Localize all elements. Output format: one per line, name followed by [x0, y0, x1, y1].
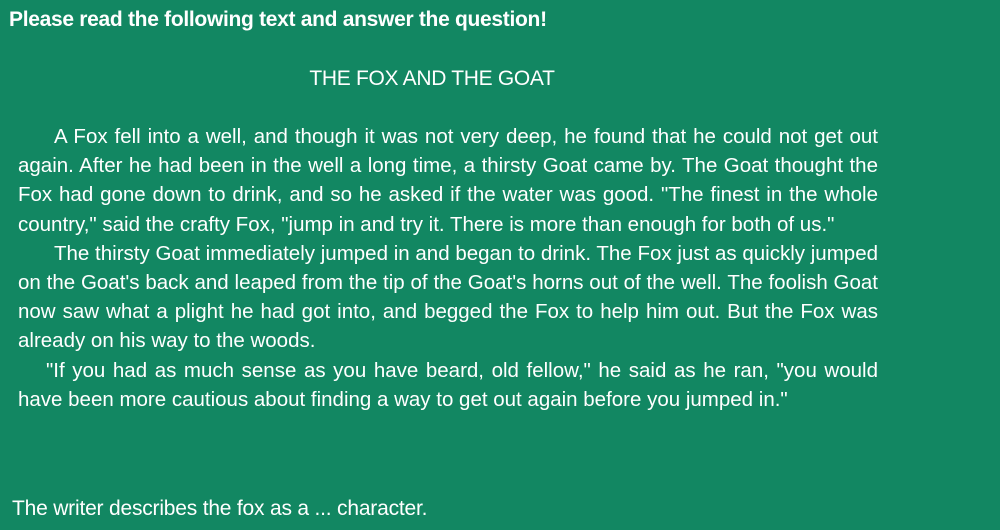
story-paragraph-2: The thirsty Goat immediately jumped in and began to drink. The Fox just as quickly jumped on the Goat's back and leaped from the tip of the Goat's horns out of the well. The foolish Goat now saw what a plight he had got into, and begged the Fox to help him out. But the Fox was already on his way to the woods. — [18, 241, 878, 353]
instruction-heading: Please read the following text and answer the question! — [9, 8, 547, 31]
story-text — [18, 122, 878, 414]
story-paragraph-3: "If you had as much sense as you have beard, old fellow," he said as he ran, "you would have been more cautious about finding a way to get out again before you jumped in." — [18, 358, 878, 411]
question-text: The writer describes the fox as a ... character. — [12, 497, 428, 520]
story-paragraph-1: A Fox fell into a well, and though it was not very deep, he found that he could not get out again. After he had been in the well a long time, a thirsty Goat came by. The Goat thought the Fox had gone down to drink, and so he asked if the water was good. "The finest in the whole country," said the crafty Fox, "jump in and try it. There is more than enough for both of us." — [18, 125, 878, 236]
story-title: THE FOX AND THE GOAT — [309, 67, 555, 90]
